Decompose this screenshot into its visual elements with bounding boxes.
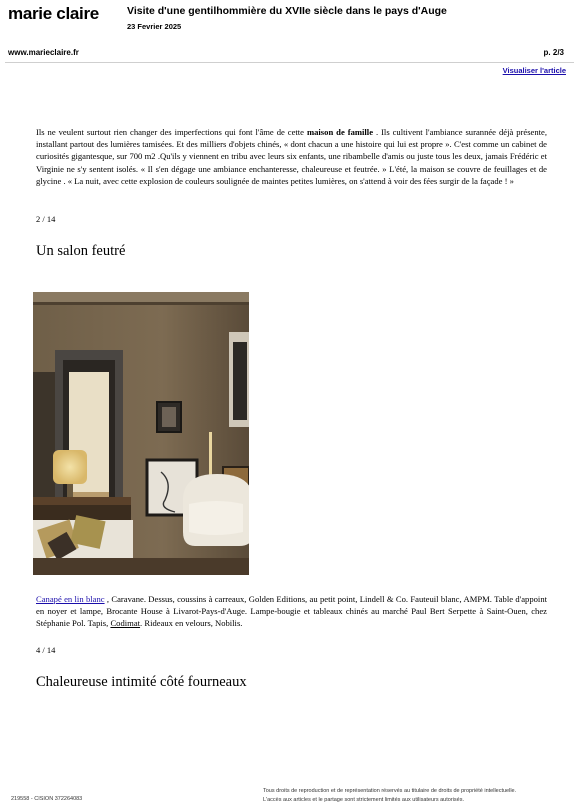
view-article-link[interactable]: Visualiser l'article: [502, 66, 566, 75]
codimat-link[interactable]: Codimat: [110, 618, 141, 629]
rights-notice: [263, 787, 516, 805]
photo-caption: [36, 593, 547, 630]
intro-bold-text: maison de famille: [306, 127, 374, 137]
section-heading-2: Chaleureuse intimité côté fourneaux: [36, 674, 247, 690]
section-heading: Un salon feutré: [36, 243, 126, 259]
slide-counter: 2 / 14: [36, 214, 56, 224]
header-divider: [5, 62, 574, 63]
intro-text-end: . Ils cultivent l'ambiance surannée déjà présente, installant partout des lumières tamisées. Et des milliers d'objets chinés, « dont chacun a une histoire qui lui est propre ». C'est comme un cabinet de curiosités gigantesque, sur 700 m2 .Qu'ils y viennent en tribu avec leurs six enfants, une ribambelle d'amis ou juste tous les deux, jamais Frédéric et Virginie ne s'y sentent isolés. « Il s'en dégage une ambiance enchanteresse, chaleureuse et feutrée. » L'été, la maison se couvre de feuillages et de glycine . « La nuit, avec cette explosion de couleurs soulignée de maintes petites lumières, on s'attend à voir des fées surgir de la façade ! »: [36, 127, 548, 186]
slide-counter-2: 4 / 14: [36, 645, 56, 655]
intro-paragraph: [36, 126, 547, 187]
page-number: p. 2/3: [543, 48, 564, 57]
caption-text-end: . Rideaux en velours, Nobilis.: [140, 618, 243, 629]
rights-line-1: Tous droits de reproduction et de représentation réservés au titulaire de droits de propriété intellectuelle.: [263, 788, 517, 794]
living-room-photo: [33, 292, 249, 575]
site-url: www.marieclaire.fr: [8, 48, 79, 57]
document-id: 219558 - CISION 372264083: [11, 796, 83, 802]
rights-line-2: L'accès aux articles et le partage sont strictement limités aux utilisateurs autorisés.: [263, 797, 464, 803]
article-date: 23 Fevrier 2025: [127, 22, 182, 31]
marie-claire-logo: marie claire: [8, 4, 99, 23]
sofa-link[interactable]: Canapé en lin blanc: [36, 594, 105, 604]
article-title: Visite d'une gentilhommière du XVIIe siècle dans le pays d'Auge: [127, 5, 447, 17]
intro-text-start: Ils ne veulent surtout rien changer des imperfections qui font l'âme de cette: [36, 127, 307, 137]
caption-text: , Caravane. Dessus, coussins à carreaux, Golden Editions, au petit point, Lindell & Co. Fauteuil blanc, AMPM. Table d'appoint en noyer et lampe, Brocante House à Livarot-Pays-d'Auge. Lampe-bougie et tableaux chinés au marché Paul Bert Serpette à Saint-Ouen, chez Stéphanie Pol. Tapis,: [36, 594, 547, 629]
